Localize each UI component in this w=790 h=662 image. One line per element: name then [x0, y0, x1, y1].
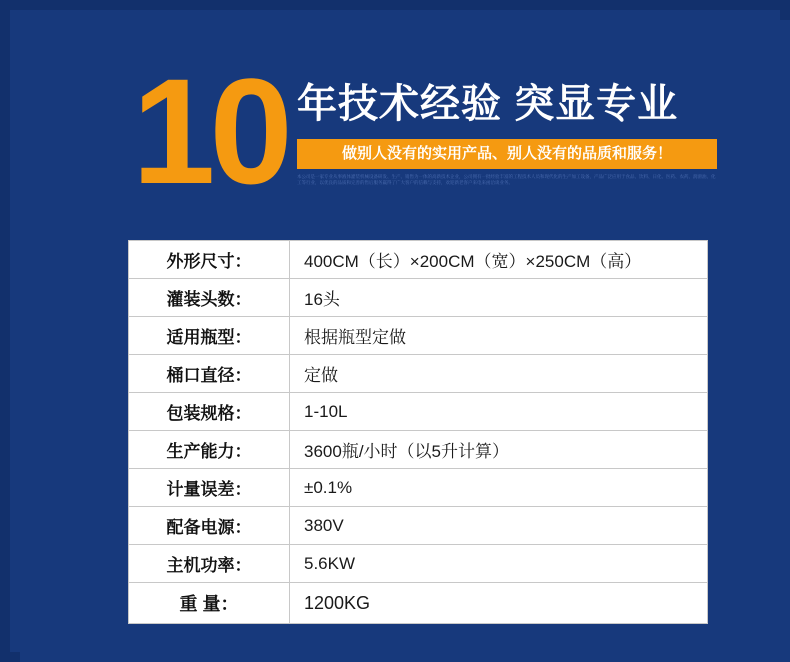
spec-value: 1200KG — [290, 583, 708, 624]
spec-value: 16头 — [290, 279, 708, 317]
headline-title: 年技术经验 突显专业 — [297, 82, 679, 126]
spec-table-body — [129, 241, 708, 624]
years-number: 10 — [132, 47, 287, 215]
spec-label: 计量误差： — [129, 469, 290, 507]
headline-block — [132, 47, 722, 215]
spec-value: 定做 — [290, 355, 708, 393]
table-row — [129, 355, 708, 393]
spec-label: 外形尺寸： — [129, 241, 290, 279]
table-row — [129, 317, 708, 355]
spec-value: 400CM（长）×200CM（宽）×250CM（高） — [290, 241, 708, 279]
headline-fine-print: 本公司是一家专业从事液体灌装机械设备研发、生产、销售为一体的高新技术企业，公司拥有一批经验丰富的工程技术人员和现代化的生产加工设备，产品广泛应用于食品、饮料、日化、医药、农药、润滑油、化工等行业，以优良的品质和完善的售后服务赢得了广大客户的信赖与支持，欢迎新老客户来电来函洽谈业务。 — [297, 174, 716, 185]
spec-label: 配备电源： — [129, 507, 290, 545]
table-row — [129, 545, 708, 583]
spec-label: 桶口直径： — [129, 355, 290, 393]
spec-value: 380V — [290, 507, 708, 545]
spec-value: 根据瓶型定做 — [290, 317, 708, 355]
table-row — [129, 393, 708, 431]
spec-label: 灌装头数： — [129, 279, 290, 317]
table-row — [129, 507, 708, 545]
spec-value: 5.6KW — [290, 545, 708, 583]
table-row — [129, 241, 708, 279]
spec-value: 3600瓶/小时（以5升计算） — [290, 431, 708, 469]
table-row — [129, 431, 708, 469]
banner-inner — [20, 20, 790, 662]
table-row — [129, 583, 708, 624]
table-row — [129, 469, 708, 507]
spec-value: 1-10L — [290, 393, 708, 431]
spec-label: 生产能力： — [129, 431, 290, 469]
spec-value: ±0.1% — [290, 469, 708, 507]
headline-subtitle: 做别人没有的实用产品、别人没有的品质和服务！ — [297, 139, 717, 169]
table-row — [129, 279, 708, 317]
spec-label: 主机功率： — [129, 545, 290, 583]
spec-label: 适用瓶型： — [129, 317, 290, 355]
spec-label: 重 量： — [129, 583, 290, 624]
specification-table — [128, 240, 708, 624]
spec-label: 包装规格： — [129, 393, 290, 431]
